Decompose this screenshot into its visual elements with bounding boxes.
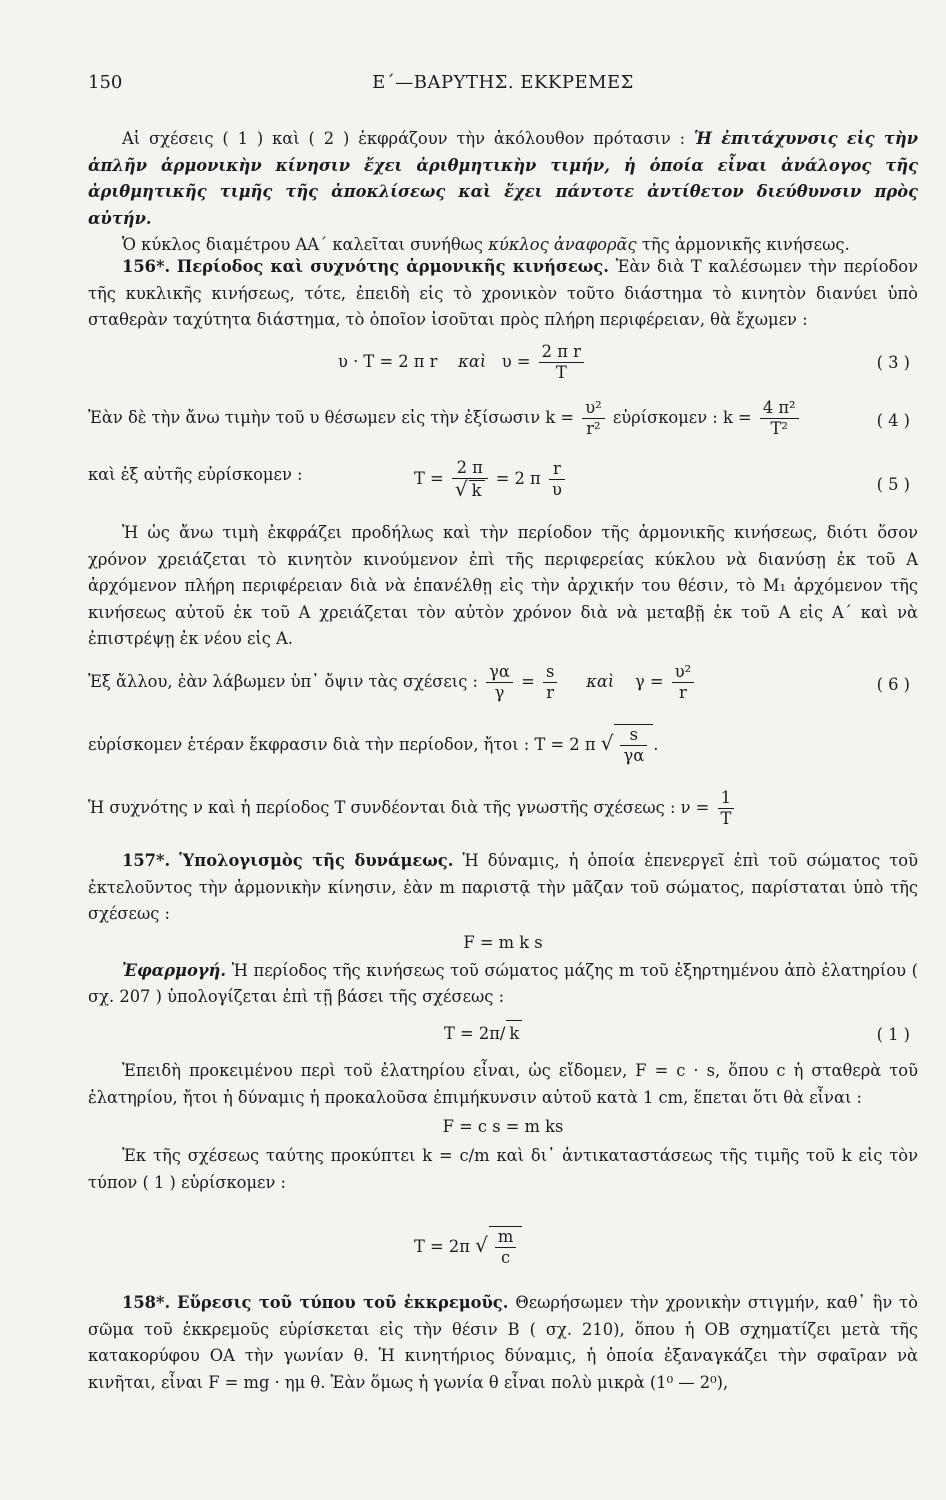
s157-eq3-sqrt bbox=[489, 1226, 522, 1268]
equation-3 bbox=[88, 338, 918, 384]
circle-text: Ὁ κύκλος διαμέτρου ΑΑ΄ καλεῖται συνήθως bbox=[122, 235, 489, 254]
equation-4 bbox=[88, 396, 918, 444]
eq8-fraction bbox=[718, 788, 735, 829]
circle-term: κύκλος ἀναφορᾶς bbox=[488, 235, 637, 254]
eq4-num: υ² bbox=[582, 398, 604, 419]
section-158 bbox=[88, 1290, 918, 1396]
s156-paragraph bbox=[88, 254, 918, 334]
eq5-radical-icon: √ bbox=[454, 477, 468, 501]
section-157 bbox=[88, 848, 918, 1011]
eq7-num: s bbox=[620, 725, 647, 746]
running-head: Ε΄—ΒΑΡΥΤΗΣ. ΕΚΚΡΕΜΕΣ bbox=[372, 72, 634, 93]
s157-equation-1 bbox=[88, 1016, 918, 1056]
eq3-tag: ( 3 ) bbox=[876, 353, 910, 372]
s157-eq1-rad: k bbox=[506, 1020, 522, 1048]
eq5-mid: = 2 π bbox=[495, 469, 541, 488]
eq8-text: Ἡ συχνότης ν καὶ ἡ περίοδος Τ συνδέονται διὰ τῆς γνωστῆς σχέσεως : ν = bbox=[88, 798, 710, 817]
s156-para2: Ἡ ὡς ἄνω τιμὴ ἐκφράζει προδήλως καὶ τὴν περίοδον τῆς ἁρμονικῆς κινήσεως, διότι ὅσον χρόνον χρειάζεται τὸ κινητὸν κινούμενον ἐπὶ τῆς περιφερείας κύκλου νὰ διανύσῃ ἐκ τοῦ Α ἀρχόμενον πλήρη περιφέρειαν διὰ νὰ ἐπανέλθῃ εἰς τὴν ἀρχικήν του θέσιν, τὸ Μ₁ ἀρχόμενον τῆς κινήσεως αὐτοῦ ἐκ τοῦ Α χρειάζεται τὸν αὐτὸν χρόνον διὰ νὰ μεταβῇ ἐκ τοῦ Α εἰς Α΄ καὶ νὰ ἐπιστρέψῃ ἐκ νέου εἰς Α. bbox=[88, 523, 918, 648]
eq7-sqrt bbox=[614, 724, 653, 766]
eq5-fraction-2 bbox=[549, 459, 565, 500]
eq3-fraction bbox=[539, 342, 584, 383]
eq3-lhs: υ = bbox=[501, 352, 531, 371]
s157-application-text: Ἡ περίοδος τῆς κινήσεως τοῦ σώματος μάζης m τοῦ ἐξηρτημένου ἀπὸ ἐλατηρίου ( σχ. 207 ) ὑπολογίζεται ἐπὶ τῇ βάσει τῆς σχέσεως : bbox=[88, 960, 918, 1006]
eq6-tag: ( 6 ) bbox=[876, 675, 910, 694]
s157-paragraph bbox=[88, 848, 918, 928]
s158-paragraph bbox=[88, 1290, 918, 1396]
intro-emphasis: Ἡ ἐπιτάχυνσις εἰς τὴν ἁπλῆν ἁρμονικὴν κίνησιν ἔχει ἀριθμητικὴν τιμήν, ἡ ὁποία εἶναι ἀνάλογος τῆς ἀριθμητικῆς τιμῆς τῆς ἀποκλίσεως καὶ ἔχει πάντοτε ἀντίθετον διεύθυνσιν πρὸς αὐτήν. bbox=[88, 129, 919, 228]
s157-application-label: Ἐφαρμογή. bbox=[122, 960, 227, 980]
s157-eq3-radical-icon: √ bbox=[475, 1233, 488, 1257]
eq4-den2: Τ² bbox=[770, 419, 788, 438]
eq7-text: εὑρίσκομεν ἑτέραν ἔκφρασιν διὰ τὴν περίοδον, ἤτοι : Τ = 2 π bbox=[88, 735, 596, 754]
equation-8 bbox=[88, 786, 918, 832]
equation-7: εὑρίσκομεν ἑτέραν ἔκφρασιν διὰ τὴν περίοδον, ἤτοι : Τ = 2 π √ $\frac{s}{\gamma\alpha}$ . bbox=[88, 725, 659, 765]
eq7-radical-icon: √ bbox=[600, 731, 614, 755]
eq6-lhs: γ = bbox=[634, 672, 664, 691]
eq6-text: Ἐξ ἄλλου, ἐὰν λάβωμεν ὑπ᾽ ὄψιν τὰς σχέσεις : bbox=[88, 672, 478, 691]
eq5-num: 2 π bbox=[452, 458, 488, 479]
eq5-den2: υ bbox=[551, 480, 562, 499]
eq3-den: Τ bbox=[555, 363, 567, 382]
eq6-fraction-3 bbox=[672, 662, 694, 703]
s157-eq3-lhs: Τ = 2π bbox=[414, 1237, 470, 1256]
equation-5 bbox=[88, 456, 918, 512]
eq6-fraction bbox=[486, 662, 513, 703]
s157-eq3-den: c bbox=[501, 1248, 511, 1267]
s157-equation: F = m k s bbox=[463, 932, 543, 952]
eq6-den3: r bbox=[679, 683, 687, 702]
s157-application bbox=[88, 958, 918, 1011]
eq6-den2: r bbox=[546, 683, 555, 702]
eq4-tag: ( 4 ) bbox=[876, 411, 910, 430]
eq4-mid: εὑρίσκομεν : k = bbox=[612, 408, 752, 427]
eq6-num: γα bbox=[486, 662, 513, 683]
equation-6 bbox=[88, 660, 918, 708]
s157-para3: Ἐκ τῆς σχέσεως ταύτης προκύπτει k = c/m καὶ δι᾽ ἀντικαταστάσεως τῆς τιμῆς τοῦ k εἰς τὸν τύπον ( 1 ) εὑρίσκομεν : bbox=[88, 1146, 918, 1192]
s157-para2: Ἐπειδὴ προκειμένου περὶ τοῦ ἐλατηρίου εἶναι, ὡς εἴδομεν, F = c · s, ὅπου c ἡ σταθερὰ τοῦ ἐλατηρίου, ἤτοι ἡ δύναμις ἡ προκαλοῦσα ἐπιμήκυνσιν αὐτοῦ κατὰ 1 cm, ἕπεται ὅτι θὰ εἶναι : bbox=[88, 1061, 918, 1107]
circle-end: τῆς ἁρμονικῆς κινήσεως. bbox=[636, 235, 850, 254]
s157-equation-2: F = c s = m ks bbox=[442, 1117, 564, 1136]
eq6-fraction-2 bbox=[543, 662, 557, 703]
eq6-num3: υ² bbox=[672, 662, 694, 683]
eq3-num: 2 π r bbox=[539, 342, 584, 363]
s156-title: Περίοδος καὶ συχνότης ἁρμονικῆς κινήσεως. bbox=[176, 257, 609, 276]
eq7-den: γα bbox=[623, 746, 645, 765]
s157-para2-block bbox=[88, 1058, 918, 1196]
s157-number: 157*. bbox=[122, 851, 171, 870]
eq5-lhs: Τ = bbox=[414, 469, 444, 488]
intro-text: Αἱ σχέσεις ( 1 ) καὶ ( 2 ) ἐκφράζουν τὴν ἀκόλουθον πρότασιν : bbox=[122, 129, 695, 148]
eq5-tag: ( 5 ) bbox=[876, 475, 910, 494]
eq3-left: υ · Τ = 2 π r bbox=[338, 352, 438, 371]
eq8-num: 1 bbox=[718, 788, 735, 809]
eq5-num2: r bbox=[549, 459, 565, 480]
eq3-and: καὶ bbox=[458, 352, 487, 371]
eq4-fraction-2 bbox=[760, 398, 799, 439]
eq4-fraction bbox=[582, 398, 604, 439]
s157-equation-3 bbox=[88, 1222, 918, 1278]
s157-text: Ἡ δύναμις, ἡ ὁποία ἐπενεργεῖ ἐπὶ τοῦ σώματος τοῦ ἐκτελοῦντος τὴν ἁρμονικὴν κίνησιν, ἐὰν m παριστᾷ τὴν μᾶζαν τοῦ σώματος, παρίσταται ὑπὸ τῆς σχέσεως : bbox=[88, 851, 918, 923]
intro-block bbox=[88, 126, 918, 259]
s156-text: Ἐὰν διὰ Τ καλέσωμεν τὴν περίοδον τῆς κυκλικῆς κινήσεως, τότε, ἐπειδὴ εἰς τὸ χρονικὸν τοῦτο διάστημα τὸ κινητὸν διανύει ὑπὸ σταθερὰν ταχύτητα διάστημα, τὸ ὁποῖον ἰσοῦται πρὸς πλήρη περιφέρειαν, θὰ ἔχωμεν : bbox=[88, 257, 919, 329]
eq6-equals: = bbox=[521, 672, 535, 691]
section-156 bbox=[88, 254, 918, 334]
eq4-num2: 4 π² bbox=[760, 398, 799, 419]
s157-eq1-lhs: Τ = 2π/ bbox=[444, 1024, 506, 1043]
eq5-den: k bbox=[469, 480, 485, 501]
intro-paragraph bbox=[88, 126, 918, 232]
s157-eq3-num: m bbox=[495, 1227, 516, 1248]
s158-number: 158*. bbox=[122, 1293, 171, 1312]
eq4-text: Ἐὰν δὲ τὴν ἄνω τιμὴν τοῦ υ θέσωμεν εἰς τὴν ἐξίσωσιν k = bbox=[88, 408, 574, 427]
s158-title: Εὕρεσις τοῦ τύπου τοῦ ἐκκρεμοῦς. bbox=[177, 1293, 509, 1312]
eq4-den: r² bbox=[586, 419, 601, 438]
s157-eq1-tag: ( 1 ) bbox=[876, 1025, 910, 1044]
page-header bbox=[88, 72, 918, 100]
s157-title: Ὑπολογισμὸς τῆς δυνάμεως. bbox=[179, 851, 454, 870]
eq5-fraction bbox=[452, 458, 488, 501]
eq6-and: καὶ bbox=[586, 672, 615, 691]
page-number: 150 bbox=[88, 72, 123, 93]
s156-para2-block bbox=[88, 520, 918, 653]
eq6-den: γ bbox=[494, 683, 505, 702]
eq8-den: Τ bbox=[720, 809, 732, 828]
eq5-text: καὶ ἐξ αὐτῆς εὑρίσκομεν : bbox=[88, 465, 303, 484]
s156-number: 156*. bbox=[122, 257, 171, 276]
s158-text: Θεωρήσωμεν τὴν χρονικὴν στιγμήν, καθ᾽ ἣν τὸ σῶμα τοῦ ἐκκρεμοῦς εὑρίσκεται εἰς τὴν θέσιν Β ( σχ. 210), ὅπου ἡ ΟΒ σχηματίζει μετὰ τῆς κατακορύφου ΟΑ τὴν γωνίαν θ. Ἡ κινητήριος δύναμις, ἡ ὁποία ἐξαναγκάζει τὴν σφαῖραν νὰ κινῆται, εἶναι F = mg · ημ θ. Ἐὰν ὅμως ἡ γωνία θ εἶναι πολὺ μικρὰ (1⁰ — 2⁰), bbox=[88, 1293, 918, 1392]
eq6-num2: s bbox=[543, 662, 557, 683]
